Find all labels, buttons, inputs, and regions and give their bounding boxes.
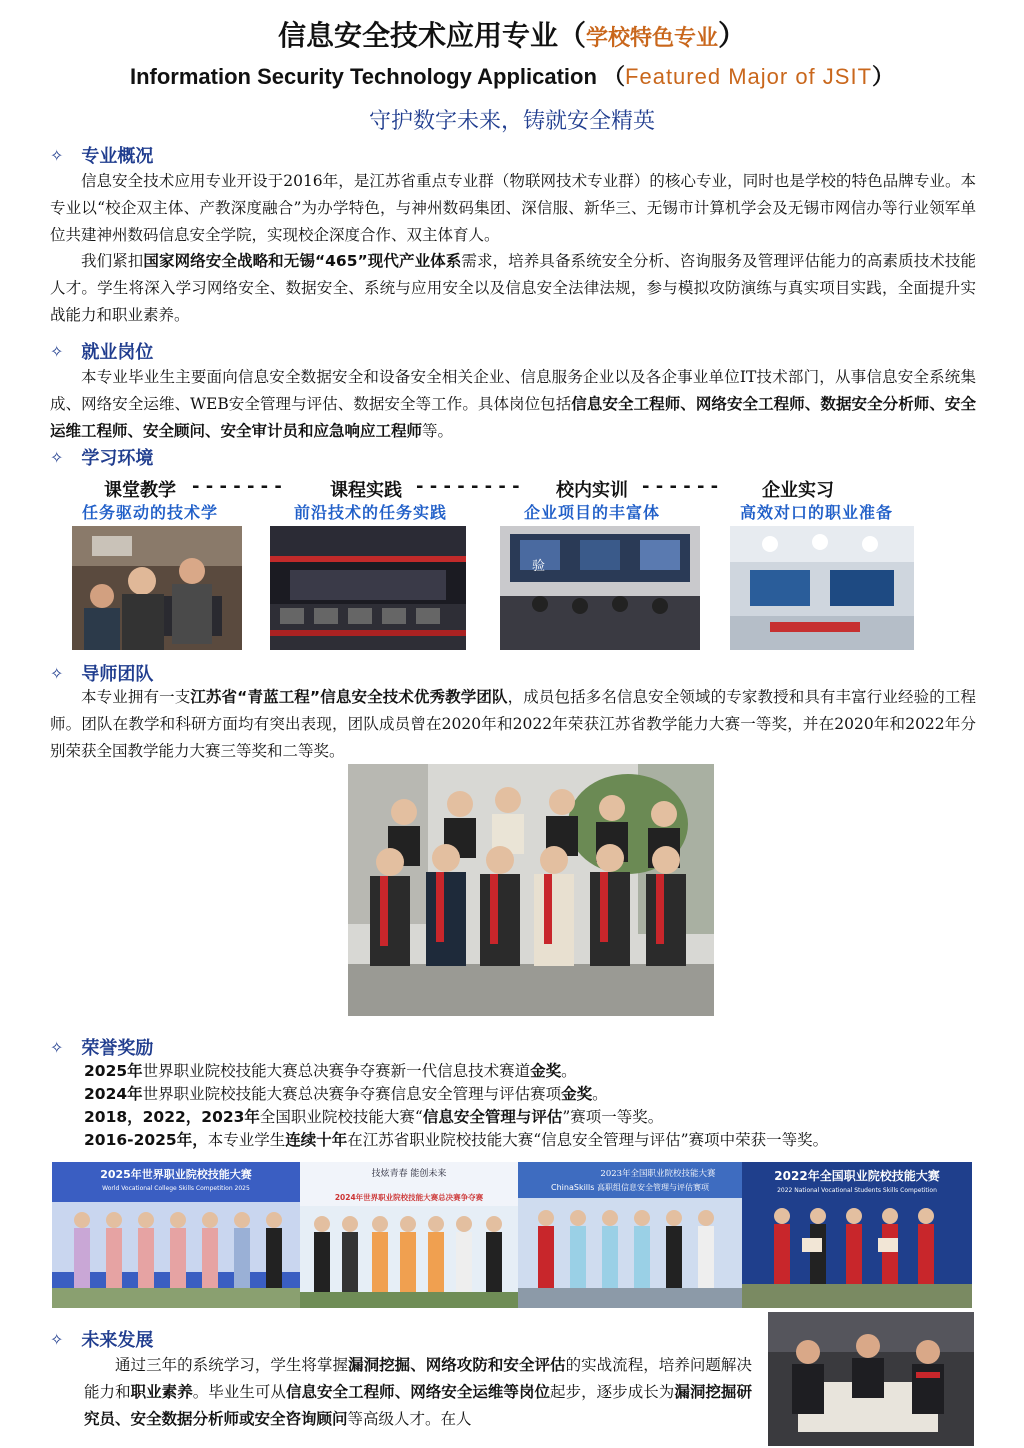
page-title-en	[0, 60, 1024, 91]
text-run: 。	[561, 1062, 577, 1080]
text-run: 全国职业院校技能大赛“	[259, 1108, 423, 1126]
award-line	[84, 1106, 984, 1129]
banner-title: 2023年全国职业院校技能大赛	[600, 1169, 716, 1179]
text-run: 通过三年的系统学习，学生将掌握	[115, 1356, 349, 1374]
text-run-bold: 漏洞挖掘、网络攻防和安全评估	[348, 1356, 566, 1374]
four-point-star-icon: ✧	[50, 1329, 64, 1349]
heading-text: 未来发展	[81, 1330, 154, 1351]
overview-paragraph-2	[50, 248, 976, 329]
page-title	[0, 14, 1024, 54]
section-heading-jobs	[50, 338, 153, 364]
banner-subtitle: 2022 National Vocational Students Skills Competition	[777, 1187, 937, 1194]
text-run-bold: 江苏省“青蓝工程”信息安全技术优秀教学团队	[190, 688, 508, 706]
enterprise-photo	[730, 526, 914, 650]
banner-title: 2025年世界职业院校技能大赛	[100, 1168, 252, 1181]
award-year: 2025年	[84, 1062, 143, 1080]
awards-list	[84, 1060, 984, 1152]
text-run: 本专业毕业生主要面向信息安全数据安全和设备安全相关企业、信息服务企业以及各企事业单位IT技术部门，从事信息安全系统集成、网络安全运维、WEB安全管理与评估、数据安全等工作。具体岗位包括	[50, 368, 976, 413]
team-group-photo	[348, 764, 714, 1016]
heading-text: 就业岗位	[81, 342, 154, 363]
stage-subtitle: 任务驱动的技术学	[82, 503, 219, 522]
heading-text: 专业概况	[81, 146, 154, 167]
section-heading-honors	[50, 1034, 153, 1060]
text-run: 起步，逐步成长为	[550, 1383, 675, 1401]
award-line	[84, 1083, 984, 1106]
text-run-bold: 漏洞挖掘研究员、安全数据分析师或安全咨询顾问	[84, 1383, 752, 1428]
award-line	[84, 1060, 984, 1083]
overview-paragraph-1: 信息安全技术应用专业开设于2016年，是江苏省重点专业群（物联网技术专业群）的核心专业，同时也是学校的特色品牌专业。本专业以“校企双主体、产教深度融合”为办学特色，与神州数码集团、深信服、新华三、无锡市计算机学会及无锡市网信办等行业领军单位共建神州数码信息安全学院，实现校企深度合作、双主体育人。	[50, 172, 976, 244]
section-heading-team	[50, 660, 153, 686]
photo-overlay-text: 验	[532, 559, 546, 574]
banner-subtitle: World Vocational College Skills Competition 2025	[102, 1185, 250, 1192]
four-point-star-icon: ✧	[50, 145, 64, 165]
environment-stages	[50, 476, 976, 500]
text-run-bold: 职业素养	[130, 1383, 193, 1401]
award-photo-2025	[52, 1162, 300, 1308]
text-run-bold: 国家网络安全战略和无锡“465”现代产业体系	[143, 252, 462, 270]
training-room-photo	[500, 526, 700, 650]
text-run: ”赛项一等奖。	[562, 1108, 664, 1126]
section-heading-overview	[50, 142, 153, 168]
text-run: 等。	[422, 422, 454, 440]
text-run: ，成员包括多名信息安全领域的专家教授和具有丰富行业经验的工程师。团队在教学和科研方面均有突出表现，团队成员曾在2020年和2022年荣获江苏省教学能力大赛一等奖，并在2020年和2022年分别荣获全国教学能力大赛三等奖和二等奖。	[50, 688, 976, 760]
four-point-star-icon: ✧	[50, 663, 64, 683]
text-run-bold: 信息安全管理与评估	[422, 1108, 563, 1126]
classroom-photo	[72, 526, 242, 650]
jobs-paragraph	[50, 364, 976, 445]
future-paragraph	[84, 1352, 752, 1433]
text-run-bold: 金奖	[561, 1085, 593, 1103]
text-run: 我们紧扣	[81, 252, 144, 270]
banner-title: 技炫青春 能创未来	[371, 1169, 447, 1179]
section-heading-environment	[50, 444, 153, 470]
text-run: 世界职业院校技能大赛总决赛争夺赛信息安全管理与评估赛项	[142, 1085, 562, 1103]
stage-dashes: - - - - - - - -	[416, 476, 520, 497]
stage-label: 企业实习	[762, 480, 834, 501]
heading-text: 导师团队	[81, 664, 154, 685]
award-year: 2024年	[84, 1085, 143, 1103]
stage-subtitle: 高效对口的职业准备	[740, 503, 894, 522]
award-year: 2016-2025年，	[84, 1131, 208, 1149]
award-line	[84, 1129, 984, 1152]
text-run-bold: 连续十年	[285, 1131, 348, 1149]
title-en-accent: Featured Major of JSIT	[625, 64, 873, 89]
text-run: 本专业学生	[207, 1131, 286, 1149]
award-photo-2023	[518, 1162, 742, 1308]
title-cn-accent: 学校特色专业	[585, 26, 718, 51]
team-paragraph	[50, 684, 976, 765]
text-run-bold: 信息安全工程师、网络安全工程师、数据安全分析师、安全运维工程师、安全顾问、安全审计员和应急响应工程师	[50, 395, 976, 440]
stage-label: 校内实训	[556, 480, 628, 501]
text-run-bold: 金奖	[530, 1062, 562, 1080]
title-en-main: Information Security Technology Application	[129, 64, 597, 89]
stage-dashes: - - - - - -	[642, 476, 719, 497]
section-heading-future	[50, 1326, 153, 1352]
lab-photo	[270, 526, 466, 650]
text-run: 本专业拥有一支	[81, 688, 191, 706]
stage-subtitle: 企业项目的丰富体	[524, 503, 661, 522]
stage-label: 课堂教学	[104, 480, 176, 501]
text-run: 需求，培养具备系统安全分析、咨询服务及管理评估能力的高素质技术技能人才。学生将深入学习网络安全、数据安全、系统与应用安全以及信息安全法律法规，参与模拟攻防演练与真实项目实践，全面提升实战能力和职业素养。	[50, 252, 976, 324]
stage-dashes: - - - - - - -	[192, 476, 282, 497]
heading-text: 荣誉奖励	[81, 1038, 154, 1059]
text-run: 在江苏省职业院校技能大赛“信息安全管理与评估”赛项中荣获一等奖。	[347, 1131, 829, 1149]
text-run: 世界职业院校技能大赛总决赛争夺赛新一代信息技术赛道	[142, 1062, 531, 1080]
award-photo-2022	[742, 1162, 972, 1308]
text-run: 的实战流程，培养问题解决能力和	[84, 1356, 752, 1401]
heading-text: 学习环境	[81, 448, 154, 469]
stage-label: 课程实践	[330, 480, 402, 501]
text-run: 等高级人才。在人	[347, 1410, 472, 1428]
title-cn-main: 信息安全技术应用专业（	[277, 19, 586, 52]
banner-subtitle: ChinaSkills 高职组信息安全管理与评估赛项	[551, 1183, 709, 1192]
text-run-bold: 信息安全工程师、网络安全运维等岗位	[285, 1383, 551, 1401]
award-year: 2018，2022，2023年	[84, 1108, 260, 1126]
title-cn-close: ）	[718, 19, 747, 52]
four-point-star-icon: ✧	[50, 341, 64, 361]
four-point-star-icon: ✧	[50, 447, 64, 467]
slogan: 守护数字未来，铸就安全精英	[368, 109, 655, 134]
text-run: 。	[592, 1085, 608, 1103]
title-en-close: ）	[872, 64, 895, 89]
title-en-open: （	[603, 64, 626, 89]
four-point-star-icon: ✧	[50, 1037, 64, 1057]
banner-title: 2022年全国职业院校技能大赛	[774, 1169, 940, 1183]
stage-subtitle: 前沿技术的任务实践	[294, 503, 448, 522]
award-photo-2024	[300, 1162, 518, 1308]
students-workshop-photo	[768, 1312, 974, 1446]
banner-subtitle: 2024年世界职业院校技能大赛总决赛争夺赛	[334, 1193, 484, 1202]
text-run: 。毕业生可从	[192, 1383, 286, 1401]
